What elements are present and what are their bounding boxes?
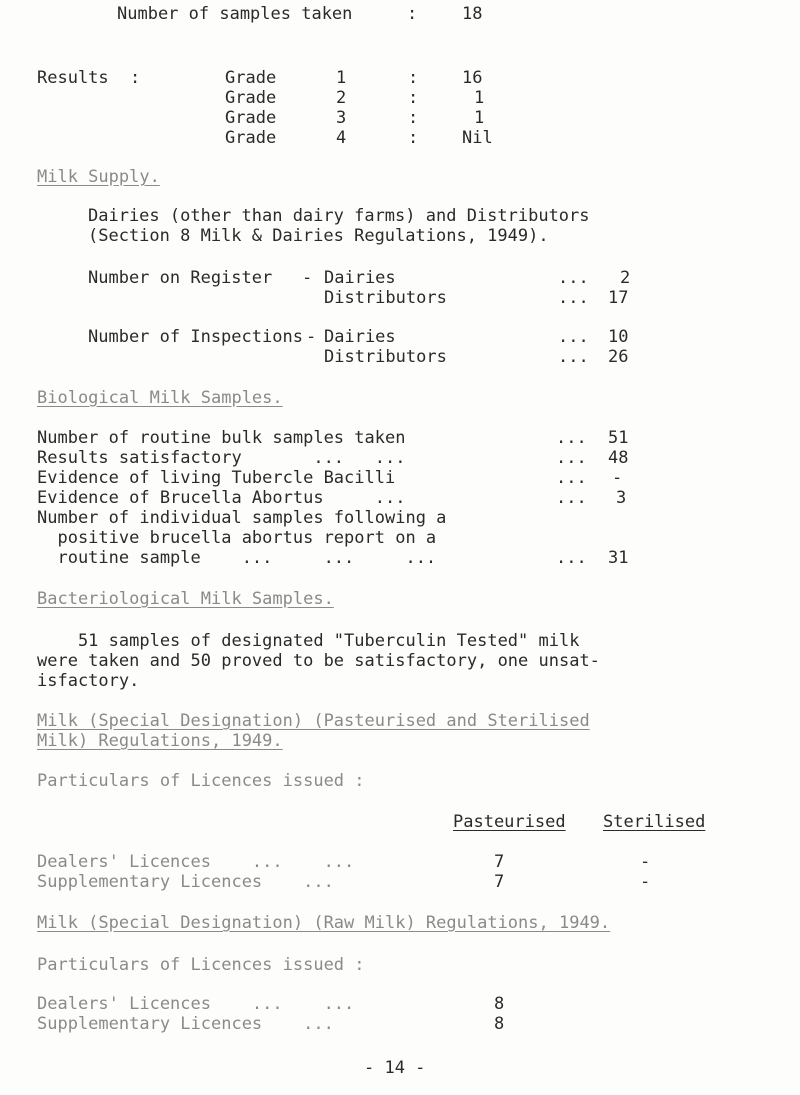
raw-regulations-heading: Milk (Special Designation) (Raw Milk) Regulations, 1949. — [37, 913, 611, 933]
biological-row-dots: ... — [556, 468, 587, 488]
grade-colon: : — [408, 108, 419, 128]
grade-colon: : — [408, 68, 419, 88]
licence-row-label: Supplementary Licences ... — [37, 872, 334, 892]
biological-row-value: 48 — [608, 448, 629, 468]
bacteriological-line1: 51 samples of designated "Tuberculin Tested" milk — [37, 631, 580, 651]
licence-row-sterilised: - — [640, 872, 651, 892]
biological-row-dots: ... — [556, 488, 587, 508]
grade-label: Grade — [225, 108, 277, 128]
individual-samples-line1: Number of individual samples following a — [37, 508, 447, 528]
raw-licence-row-value: 8 — [494, 994, 505, 1014]
biological-row-text: Evidence of Brucella Abortus ... — [37, 488, 406, 508]
raw-licence-row-label: Supplementary Licences ... — [37, 1014, 334, 1034]
licence-row-label: Dealers' Licences ... ... — [37, 852, 355, 872]
pasteurised-particulars: Particulars of Licences issued : — [37, 771, 365, 791]
pasteurised-regulations-heading-line1: Milk (Special Designation) (Pasteurised and Sterilised — [37, 711, 590, 731]
results-label: Results — [37, 68, 109, 88]
biological-row-dots: ... — [556, 428, 587, 448]
biological-heading: Biological Milk Samples. — [37, 388, 283, 408]
biological-row-text: Results satisfactory ... ... — [37, 448, 406, 468]
page-number: - 14 - — [364, 1058, 426, 1078]
grade-label: Grade — [225, 68, 277, 88]
grade-value: 1 — [474, 88, 485, 108]
milk-supply-heading: Milk Supply. — [37, 167, 160, 187]
individual-samples-dots: ... — [556, 548, 587, 568]
inspections-distributors-dots: ... — [558, 347, 589, 367]
register-dash: - — [302, 268, 313, 288]
grade-number: 3 — [336, 108, 347, 128]
individual-samples-line3: routine sample ... ... ... — [37, 548, 437, 568]
grade-number: 1 — [336, 68, 347, 88]
licence-row-pasteurised: 7 — [494, 872, 505, 892]
inspections-dairies-label: Dairies — [324, 327, 396, 347]
bacteriological-line2: were taken and 50 proved to be satisfactory, one unsat- — [37, 651, 600, 671]
biological-row-text: Number of routine bulk samples taken — [37, 428, 406, 448]
grade-number: 2 — [336, 88, 347, 108]
grade-colon: : — [408, 128, 419, 148]
inspections-dairies-value: 10 — [608, 327, 629, 347]
register-distributors-label: Distributors — [324, 288, 447, 308]
register-dairies-label: Dairies — [324, 268, 396, 288]
inspections-dairies-dots: ... — [558, 327, 589, 347]
bacteriological-line3: isfactory. — [37, 671, 140, 691]
bacteriological-heading: Bacteriological Milk Samples. — [37, 589, 334, 609]
grade-label: Grade — [225, 128, 277, 148]
milk-supply-intro-line2: (Section 8 Milk & Dairies Regulations, 1949). — [88, 226, 549, 246]
raw-particulars: Particulars of Licences issued : — [37, 955, 365, 975]
register-dairies-dots: ... — [558, 268, 589, 288]
grade-label: Grade — [225, 88, 277, 108]
biological-row-dots: ... — [556, 448, 587, 468]
samples-taken-label: Number of samples taken — [117, 4, 353, 24]
sterilised-column-header: Sterilised — [603, 812, 706, 832]
inspections-distributors-value: 26 — [608, 347, 629, 367]
results-colon: : — [130, 68, 141, 88]
individual-samples-value: 31 — [608, 548, 629, 568]
biological-row-value: - — [612, 468, 623, 488]
biological-row-value: 51 — [608, 428, 629, 448]
milk-supply-intro-line1: Dairies (other than dairy farms) and Distributors — [88, 206, 590, 226]
raw-licence-row-label: Dealers' Licences ... ... — [37, 994, 355, 1014]
register-distributors-dots: ... — [558, 288, 589, 308]
licence-row-sterilised: - — [640, 852, 651, 872]
register-distributors-value: 17 — [608, 288, 629, 308]
inspections-distributors-label: Distributors — [324, 347, 447, 367]
raw-licence-row-value: 8 — [494, 1014, 505, 1034]
grade-value: 1 — [474, 108, 485, 128]
individual-samples-line2: positive brucella abortus report on a — [37, 528, 437, 548]
samples-colon: : — [407, 4, 418, 24]
inspections-dash: - — [306, 327, 317, 347]
register-label: Number on Register — [88, 268, 273, 288]
grade-colon: : — [408, 88, 419, 108]
samples-total: 18 — [462, 4, 483, 24]
inspections-label: Number of Inspections — [88, 327, 303, 347]
biological-row-value: 3 — [616, 488, 627, 508]
biological-row-text: Evidence of living Tubercle Bacilli — [37, 468, 396, 488]
grade-number: 4 — [336, 128, 347, 148]
licence-row-pasteurised: 7 — [494, 852, 505, 872]
pasteurised-column-header: Pasteurised — [453, 812, 566, 832]
grade-value: 16 — [462, 68, 483, 88]
pasteurised-regulations-heading-line2: Milk) Regulations, 1949. — [37, 731, 283, 751]
register-dairies-value: 2 — [620, 268, 631, 288]
grade-value: Nil — [462, 128, 493, 148]
